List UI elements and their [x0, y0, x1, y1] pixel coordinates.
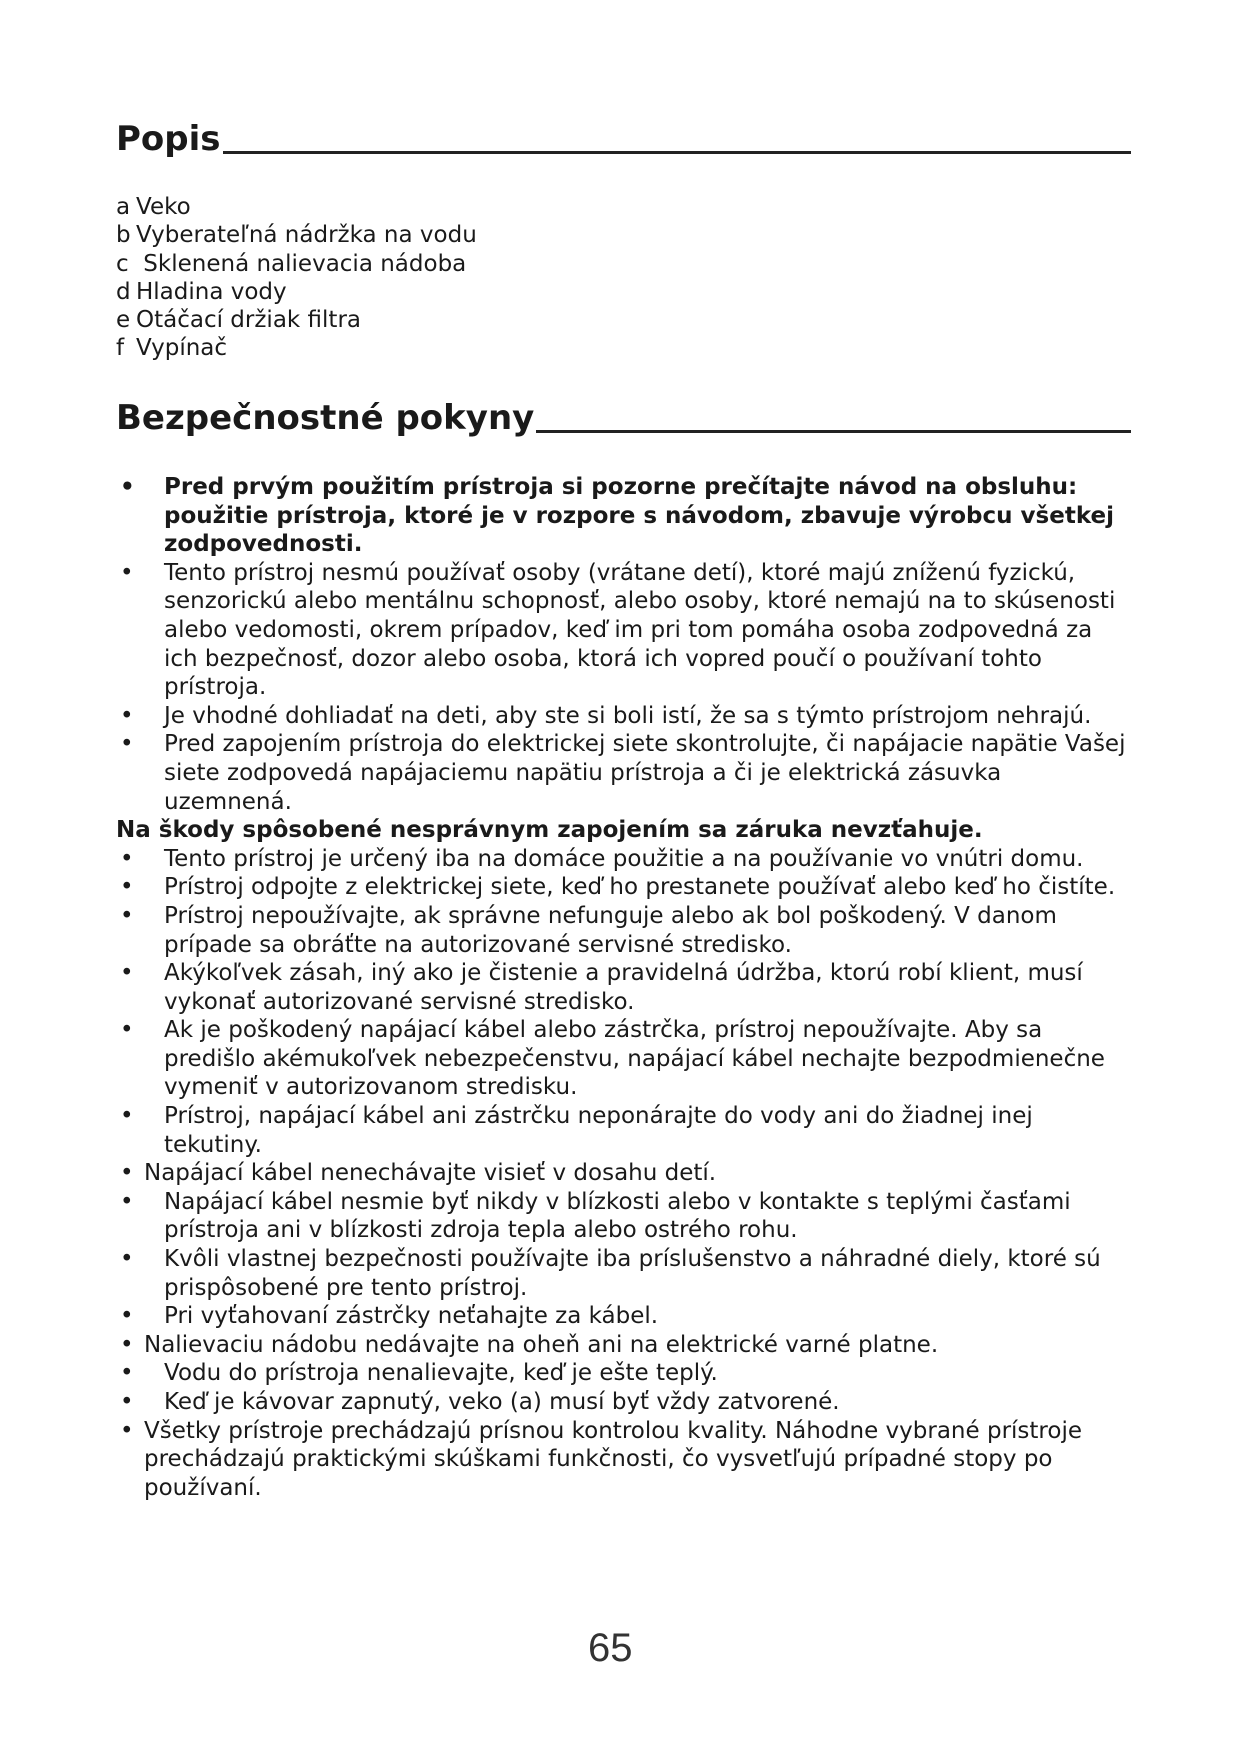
- safety-item: [116, 1016, 1131, 1102]
- safety-text: Pri vyťahovaní zástrčky neťahajte za kábel.: [164, 1303, 659, 1330]
- part-letter: b: [116, 222, 131, 249]
- bullet-icon: •: [120, 559, 134, 586]
- popis-heading-row: [116, 119, 1131, 159]
- safety-text: Tento prístroj je určený iba na domáce použitie a na používanie vo vnútri domu.: [164, 845, 1084, 872]
- bullet-icon: •: [120, 1417, 134, 1444]
- safety-item: [116, 1417, 1131, 1503]
- safety-text: Prístroj odpojte z elektrickej siete, keď ho prestanete používať alebo keď ho čistíte.: [164, 874, 1116, 901]
- part-letter: e: [116, 307, 131, 334]
- bullet-icon: •: [120, 902, 134, 929]
- safety-item: [116, 1359, 1131, 1388]
- safety-item: [116, 1331, 1131, 1360]
- safety-item: [116, 845, 1131, 874]
- bullet-icon: •: [120, 1160, 134, 1187]
- bullet-icon: •: [120, 474, 135, 500]
- part-letter: c: [116, 250, 129, 277]
- part-item: [116, 278, 477, 306]
- safety-text: Tento prístroj nesmú používať osoby (vrátane detí), ktoré majú zníženú fyzickú, senzorickú alebo mentálnu schopnosť, alebo osoby, ktoré nemajú na to skúsenosti alebo vedomosti, okrem prípadov, keď im pri tom pomáha osoba zodpovedná za ich bezpečnosť, dozor alebo osoba, ktorá ich vopred poučí o používaní tohto prístroja.: [164, 559, 1116, 701]
- part-item: [116, 334, 477, 362]
- safety-item: [116, 559, 1131, 702]
- bullet-icon: •: [120, 1246, 134, 1273]
- part-letter: f: [116, 335, 125, 362]
- part-label: Vypínač: [136, 335, 228, 362]
- part-label: Otáčací držiak filtra: [136, 307, 361, 334]
- safety-text: Ak je poškodený napájací kábel alebo zástrčka, prístroj nepoužívajte. Aby sa predišlo akémukoľvek nebezpečenstvu, napájací kábel nechajte bezpodmienečne vymeniť v autorizovanom stredisku.: [164, 1017, 1105, 1101]
- safety-item: [116, 873, 1131, 902]
- safety-text: Keď je kávovar zapnutý, veko (a) musí byť vždy zatvorené.: [164, 1389, 840, 1415]
- safety-item: [116, 1245, 1131, 1302]
- safety-text: Vodu do prístroja nenalievajte, keď je ešte teplý.: [164, 1360, 718, 1387]
- warranty-note: Na škody spôsobené nesprávnym zapojením sa záruka nevzťahuje.: [116, 817, 983, 844]
- safety-item: [116, 902, 1131, 959]
- bullet-icon: •: [120, 960, 134, 987]
- safety-text: Prístroj nepoužívajte, ak správne nefunguje alebo ak bol poškodený. V danom prípade sa obráťte na autorizované servisné stredisko.: [164, 902, 1057, 958]
- safety-heading: Bezpečnostné pokyny: [116, 398, 535, 438]
- safety-text: Je vhodné dohliadať na deti, aby ste si boli istí, že sa s týmto prístrojom nehrajú.: [164, 702, 1092, 729]
- safety-text: Kvôli vlastnej bezpečnosti používajte iba príslušenstvo a náhradné diely, ktoré sú prispôsobené pre tento prístroj.: [164, 1246, 1101, 1301]
- bullet-icon: •: [120, 1389, 134, 1415]
- part-label: Sklenená nalievacia nádoba: [136, 250, 467, 277]
- bullet-icon: •: [120, 1303, 134, 1330]
- bullet-icon: •: [120, 1331, 134, 1358]
- part-item: [116, 193, 477, 221]
- bullet-icon: •: [120, 1360, 134, 1387]
- heading-underline: [223, 151, 1131, 154]
- safety-item: [116, 959, 1131, 1016]
- part-letter: a: [116, 194, 131, 220]
- heading-underline: [536, 430, 1131, 433]
- part-letter: d: [116, 278, 131, 305]
- bullet-icon: •: [120, 1188, 134, 1215]
- safety-item: [116, 702, 1131, 731]
- bullet-icon: •: [120, 845, 134, 872]
- safety-text: Akýkoľvek zásah, iný ako je čistenie a pravidelná údržba, ktorú robí klient, musí vykonať autorizované servisné stredisko.: [164, 960, 1083, 1015]
- part-label: Vyberateľná nádržka na vodu: [136, 222, 477, 249]
- parts-list: [116, 193, 477, 363]
- safety-text: Napájací kábel nenechávajte visieť v dosahu detí.: [144, 1160, 717, 1187]
- safety-text: Prístroj, napájací kábel ani zástrčku neponárajte do vody ani do žiadnej inej tekutiny.: [164, 1103, 1033, 1158]
- safety-item: [116, 1302, 1131, 1331]
- bullet-icon: •: [120, 1017, 134, 1044]
- safety-heading-row: [116, 398, 1131, 438]
- bullet-icon: •: [120, 1103, 134, 1130]
- part-item: [116, 221, 477, 249]
- part-label: Hladina vody: [136, 278, 287, 305]
- safety-text: Nalievaciu nádobu nedávajte na oheň ani na elektrické varné platne.: [144, 1331, 939, 1358]
- safety-text: Všetky prístroje prechádzajú prísnou kontrolou kvality. Náhodne vybrané prístroje prechádzajú praktickými skúškami funkčnosti, čo vysvetľujú prípadné stopy po používaní.: [144, 1417, 1082, 1501]
- bullet-icon: •: [120, 874, 134, 901]
- bullet-icon: •: [120, 702, 134, 729]
- safety-text: Pred prvým použitím prístroja si pozorne prečítajte návod na obsluhu: použitie prístroja, ktoré je v rozpore s návodom, zbavuje výrobcu všetkej zodpovednosti.: [164, 474, 1114, 558]
- safety-item: [116, 1102, 1131, 1159]
- part-label: Veko: [136, 194, 191, 220]
- part-item: [116, 306, 477, 334]
- safety-item: [116, 1188, 1131, 1245]
- safety-item: [116, 473, 1131, 559]
- popis-heading: Popis: [116, 119, 221, 159]
- safety-item: [116, 1159, 1131, 1188]
- safety-list: [116, 473, 1131, 1502]
- safety-text: Pred zapojením prístroja do elektrickej siete skontrolujte, či napájacie napätie Vašej siete zodpovedá napájaciemu napätiu prístroja a či je elektrická zásuvka uzemnená.: [164, 731, 1126, 815]
- safety-item: [116, 1388, 1131, 1417]
- safety-item: [116, 730, 1131, 816]
- part-item: [116, 250, 477, 278]
- safety-text: Napájací kábel nesmie byť nikdy v blízkosti alebo v kontakte s teplými časťami prístroja ani v blízkosti zdroja tepla alebo ostrého rohu.: [164, 1188, 1071, 1244]
- page-number: 65: [588, 1626, 633, 1670]
- bullet-icon: •: [120, 731, 134, 758]
